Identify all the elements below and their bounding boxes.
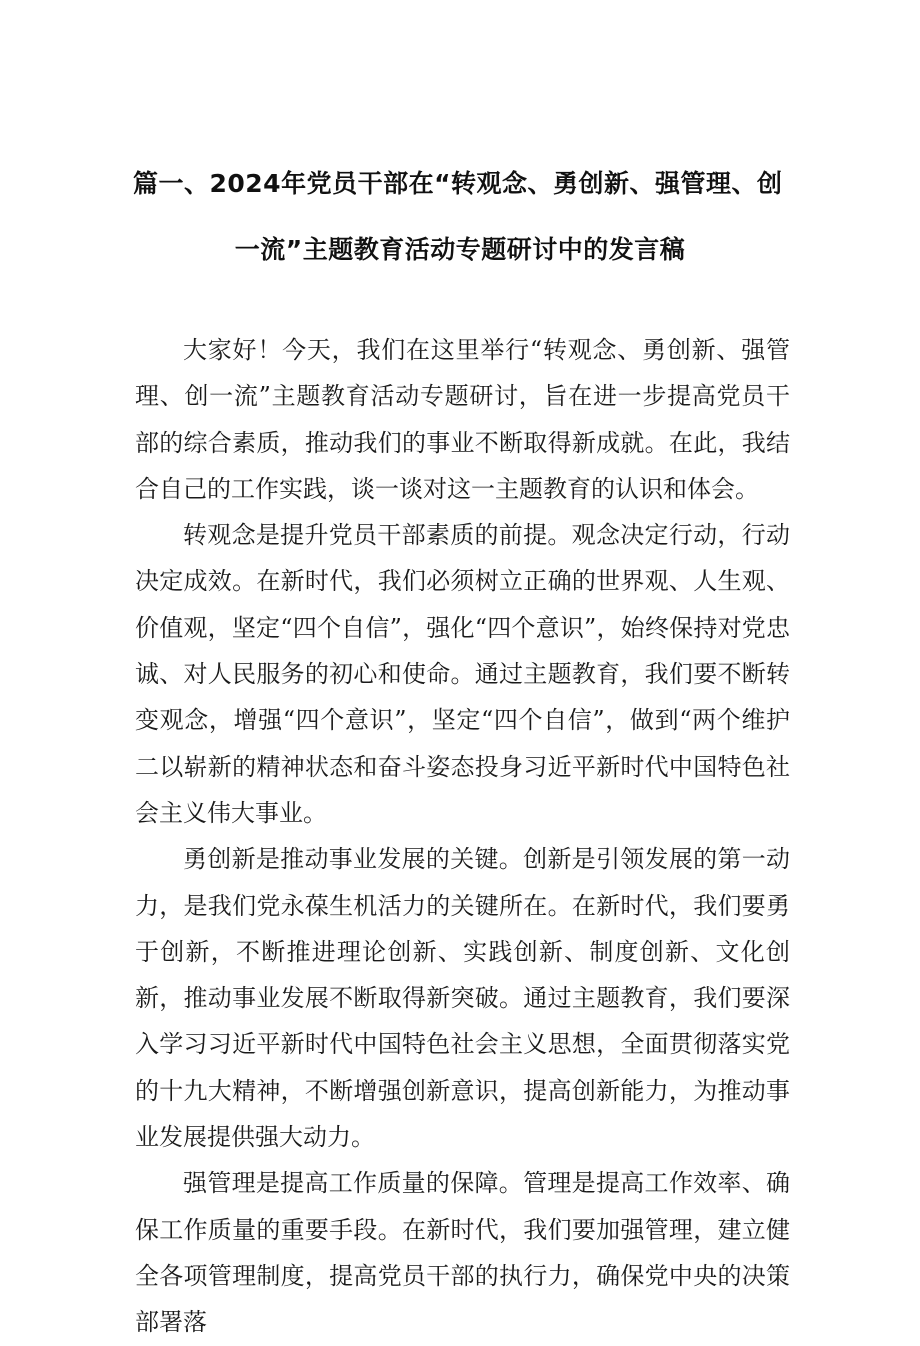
paragraph-change-concept: 转观念是提升党员干部素质的前提。观念决定行动，行动决定成效。在新时代，我们必须树立正确的世界观、人生观、价值观，坚定“四个自信”，强化“四个意识”，始终保持对党忠诚、对人民服务的初心和使命。通过主题教育，我们要不断转变观念，增强“四个意识”，坚定“四个自信”，做到“两个维护二以崭新的精神状态和奋斗姿态投身习近平新时代中国特色社会主义伟大事业。 — [135, 521, 790, 827]
document-title-line-1: 篇一、2024年党员干部在“转观念、勇创新、强管理、创 — [133, 169, 783, 198]
paragraph-management: 强管理是提高工作质量的保障。管理是提高工作效率、确保工作质量的重要手段。在新时代，我们要加强管理，建立健全各项管理制度，提高党员干部的执行力，确保党中央的决策部署落 — [135, 1169, 790, 1337]
paragraph-intro: 大家好！今天，我们在这里举行“转观念、勇创新、强管理、创一流”主题教育活动专题研讨，旨在进一步提高党员干部的综合素质，推动我们的事业不断取得新成就。在此，我结合自己的工作实践，谈一谈对这一主题教育的认识和体会。 — [135, 336, 790, 503]
document-title-line-2: 一流”主题教育活动专题研讨中的发言稿 — [234, 235, 686, 264]
paragraph-innovation: 勇创新是推动事业发展的关键。创新是引领发展的第一动力，是我们党永葆生机活力的关键所在。在新时代，我们要勇于创新，不断推进理论创新、实践创新、制度创新、文化创新，推动事业发展不断取得新突破。通过主题教育，我们要深入学习习近平新时代中国特色社会主义思想，全面贯彻落实党的十九大精神，不断增强创新意识，提高创新能力，为推动事业发展提供强大动力。 — [135, 845, 790, 1152]
document-body — [135, 327, 790, 1346]
